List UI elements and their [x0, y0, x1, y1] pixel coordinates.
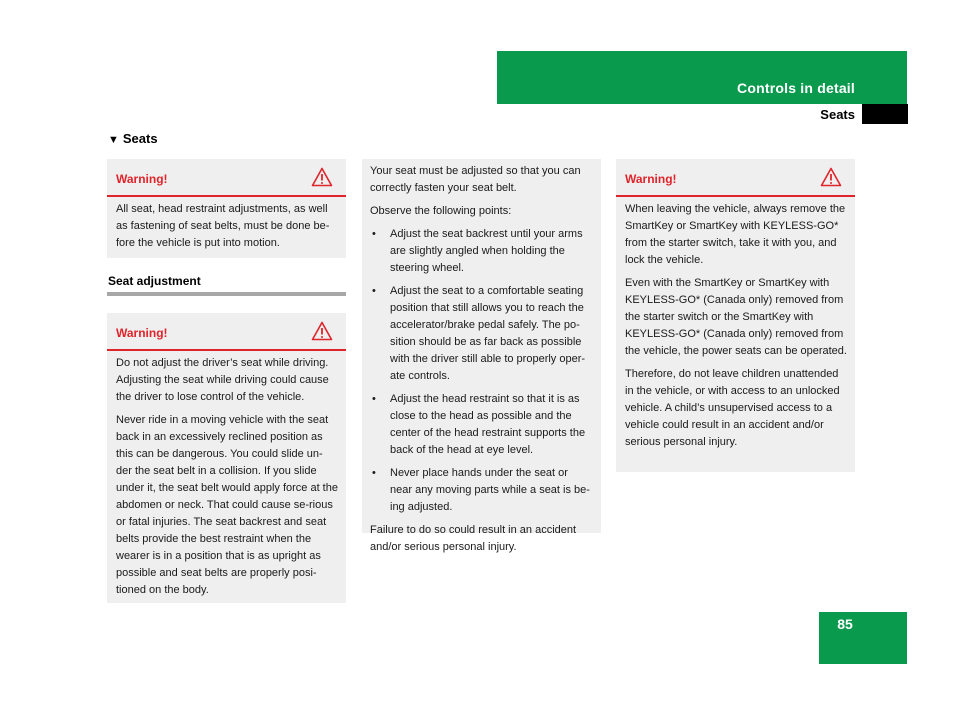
header-subtitle: Seats	[820, 107, 855, 122]
triangle-down-icon: ▼	[108, 134, 119, 146]
warning-header	[107, 159, 346, 197]
warning-label: Warning!	[116, 172, 168, 186]
warning-paragraph: Do not adjust the driver’s seat while driving. Adjusting the seat while driving could cause the driver to lose control of the vehicle.	[116, 357, 329, 403]
warning-header	[107, 313, 346, 351]
warning-label: Warning!	[116, 326, 168, 340]
warning-triangle-icon	[311, 167, 333, 187]
warning-paragraph: Never ride in a moving vehicle with the seat back in an excessively reclined position as this can be dangerous. You could slide un-der the seat belt in a collision. If you slide under it, the seat belt would apply force at the abdomen or neck. That could cause se-rious or fatal injuries. The seat backrest and seat belts provide the best restraint when the wearer is in a position that is as upright as possible and seat belts are properly posi-tioned on the body.	[116, 414, 338, 596]
section-heading	[108, 131, 158, 146]
header-band	[497, 51, 907, 104]
list-item: • Never place hands under the seat or near any moving parts while a seat is be-ing adjusted.	[372, 467, 590, 513]
list-item: • Adjust the seat backrest until your arms are slightly angled when holding the steering wheel.	[372, 228, 583, 274]
warning-paragraph: When leaving the vehicle, always remove the SmartKey or SmartKey with KEYLESS-GO* from the starter switch, take it with you, and lock the vehicle.	[625, 203, 846, 266]
header-tab-marker	[862, 104, 908, 124]
instruction-list	[370, 226, 593, 516]
warning-triangle-icon	[311, 321, 333, 341]
intro-text: Your seat must be adjusted so that you can correctly fasten your seat belt.	[370, 165, 581, 194]
bullet-icon: •	[372, 285, 376, 297]
warning-header	[616, 159, 855, 197]
list-item: • Adjust the seat to a comfortable seating position that still allows you to reach the accelerator/brake pedal safely. The po-sition should be as far back as possible with the driver still able to properly oper-ate controls.	[372, 285, 586, 382]
warning-triangle-icon	[820, 167, 842, 187]
warning-body	[616, 197, 855, 457]
warning-paragraph: Even with the SmartKey or SmartKey with KEYLESS-GO* (Canada only) removed from the starter switch or the SmartKey with KEYLESS-GO* (Canada only) removed from the vehicle, the power seats can be operated.	[625, 277, 847, 357]
bullet-icon: •	[372, 393, 376, 405]
warning-paragraph: Therefore, do not leave children unattended in the vehicle, or with access to an unlocked vehicle. A child’s unsupervised access to a vehicle could result in an accident and/or serious personal injury.	[625, 368, 840, 448]
warning-paragraph: All seat, head restraint adjustments, as well as fastening of seat belts, must be done be-fore the vehicle is put into motion.	[116, 203, 330, 249]
warning-body	[107, 197, 346, 258]
header-title: Controls in detail	[737, 80, 855, 96]
page-number-box	[819, 612, 907, 664]
warning-body	[107, 351, 346, 605]
warning-box-top	[107, 159, 346, 258]
section-title: Seats	[122, 131, 158, 146]
seat-adjustment-heading: Seat adjustment	[107, 274, 346, 296]
observe-text: Observe the following points:	[370, 205, 512, 217]
bullet-icon: •	[372, 467, 376, 479]
list-item: • Adjust the head restraint so that it is as close to the head as possible and the center of the head restraint supports the back of the head at eye level.	[372, 393, 586, 456]
bullet-icon: •	[372, 228, 376, 240]
page-number: 85	[837, 616, 853, 632]
warning-label: Warning!	[625, 172, 677, 186]
footer-text: Failure to do so could result in an accident and/or serious personal injury.	[370, 524, 577, 553]
warning-box-seat-adjustment	[107, 313, 346, 603]
warning-box-right	[616, 159, 855, 472]
seat-adjustment-instructions	[362, 159, 601, 553]
